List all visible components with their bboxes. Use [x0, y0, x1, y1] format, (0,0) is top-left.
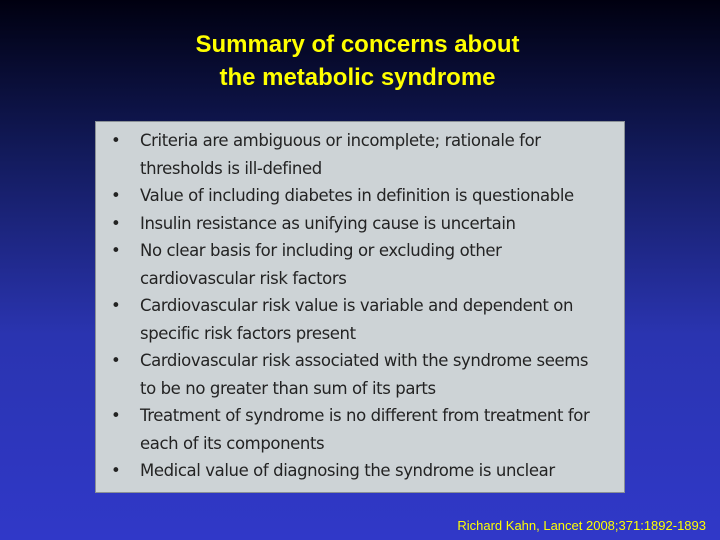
- concern-item-treatment: [96, 402, 624, 457]
- concern-item-risk-value: [96, 292, 624, 347]
- bullet-icon: •: [111, 351, 121, 370]
- concern-item-diabetes: [96, 182, 624, 210]
- concern-item-medical-value: [96, 457, 624, 485]
- bullet-icon: •: [111, 186, 121, 205]
- concern-text-line: No clear basis for including or excluding other: [140, 241, 502, 260]
- concern-text-line: thresholds is ill-defined: [140, 158, 322, 178]
- bullet-icon: •: [111, 131, 121, 150]
- concern-item-sum-of-parts: [96, 347, 624, 402]
- bullet-icon: •: [111, 461, 121, 480]
- concern-text-line: Insulin resistance as unifying cause is uncertain: [140, 213, 516, 233]
- slide-title-line-1: Summary of concerns about: [195, 31, 520, 58]
- concern-item-criteria: [96, 127, 624, 182]
- concerns-list: [96, 127, 624, 485]
- slide-title-line-2: the metabolic syndrome: [219, 64, 496, 91]
- concern-text-line: Treatment of syndrome is no different from treatment for: [140, 406, 590, 425]
- concern-text-line: cardiovascular risk factors: [140, 268, 347, 288]
- concern-text-line: Criteria are ambiguous or incomplete; rationale for: [140, 131, 541, 150]
- slide-title: [0, 28, 715, 94]
- concern-item-insulin: [96, 210, 624, 238]
- concern-text-line: Cardiovascular risk value is variable and dependent on: [140, 296, 574, 315]
- bullet-icon: •: [111, 296, 121, 315]
- concern-item-risk-factors: [96, 237, 624, 292]
- concern-text-line: to be no greater than sum of its parts: [140, 378, 436, 398]
- citation: Richard Kahn, Lancet 2008;371:1892-1893: [457, 518, 706, 533]
- concern-text-line: Cardiovascular risk associated with the syndrome seems: [140, 351, 589, 370]
- concern-text-line: each of its components: [140, 433, 325, 453]
- bullet-icon: •: [111, 241, 121, 260]
- concern-text-line: Medical value of diagnosing the syndrome is unclear: [140, 461, 555, 480]
- bullet-icon: •: [111, 213, 121, 233]
- concern-text-line: specific risk factors present: [140, 323, 356, 343]
- bullet-icon: •: [111, 406, 121, 425]
- concerns-box: [95, 121, 625, 493]
- concern-text-line: Value of including diabetes in definition is questionable: [140, 186, 574, 205]
